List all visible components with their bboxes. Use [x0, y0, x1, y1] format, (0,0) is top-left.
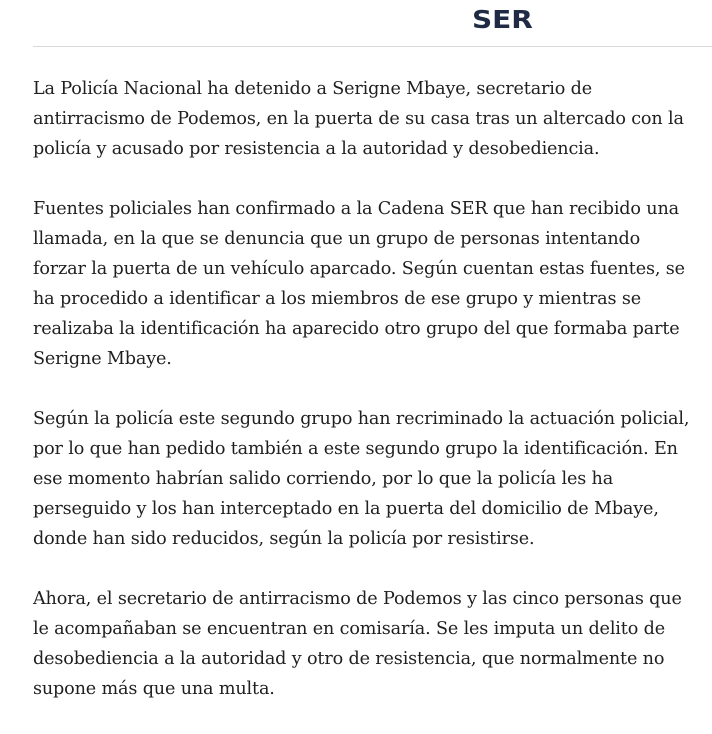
header-divider	[33, 46, 712, 47]
site-header	[0, 0, 712, 47]
article-paragraph-3: Según la policía este segundo grupo han recriminado la actuación policial, por lo que han pedido también a este segundo grupo la identificación. En ese momento habrían salido corriendo, por lo que la policía les ha perseguido y los han interceptado en la puerta del domicilio de Mbaye, donde han sido reducidos, según la policía por resistirse.	[33, 409, 690, 549]
article-body	[33, 74, 693, 734]
cadena-ser-logo[interactable]: SER	[472, 5, 533, 34]
article-paragraph-1: La Policía Nacional ha detenido a Serigne Mbaye, secretario de antirracismo de Podemos, en la puerta de su casa tras un altercado con la policía y acusado por resistencia a la autoridad y desobediencia.	[33, 79, 684, 159]
article-paragraph-4: Ahora, el secretario de antirracismo de Podemos y las cinco personas que le acompañaban se encuentran en comisaría. Se les imputa un delito de desobediencia a la autoridad y otro de resistencia, que normalmente no supone más que una multa.	[33, 589, 682, 699]
article-paragraph-2: Fuentes policiales han confirmado a la Cadena SER que han recibido una llamada, en la que se denuncia que un grupo de personas intentando forzar la puerta de un vehículo aparcado. Según cuentan estas fuentes, se ha procedido a identificar a los miembros de ese grupo y mientras se realizaba la identificación ha aparecido otro grupo del que formaba parte Serigne Mbaye.	[33, 199, 685, 369]
